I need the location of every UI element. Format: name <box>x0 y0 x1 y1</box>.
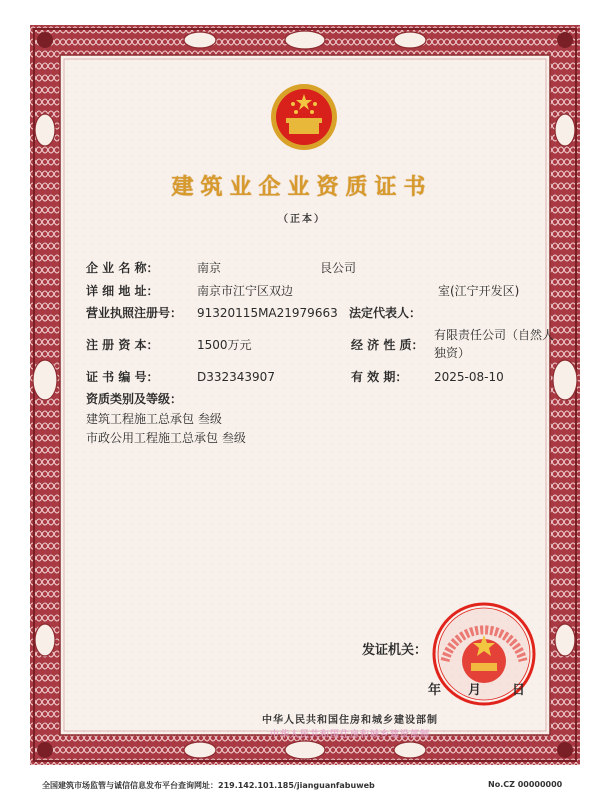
certificate-number-value: D332343907 <box>197 370 275 384</box>
national-emblem-icon <box>269 82 339 152</box>
issue-year-label: 年 <box>428 683 442 698</box>
economic-nature-value-line2: 独资） <box>434 346 471 360</box>
qualification-item: 市政公用工程施工总承包 叁级 <box>86 431 246 445</box>
issuer-name: 中华人民共和国住房和城乡建设部制 <box>262 715 438 726</box>
address-value-left: 南京市江宁区双边 <box>197 284 294 298</box>
certificate-number-label: 证 书 编 号： <box>86 370 159 384</box>
legal-representative-label: 法定代表人： <box>349 306 422 320</box>
valid-until-label: 有 效 期： <box>351 370 408 384</box>
economic-nature-label: 经 济 性 质： <box>351 338 424 352</box>
issue-day-label: 日 <box>512 683 526 698</box>
qualification-label: 资质类别及等级： <box>86 392 183 406</box>
qualification-item: 建筑工程施工总承包 叁级 <box>86 412 222 426</box>
registration-value: 91320115MA21979663 <box>197 306 338 320</box>
issuing-authority-label: 发证机关： <box>362 643 428 658</box>
valid-until-value: 2025-08-10 <box>434 370 504 384</box>
issue-month-label: 月 <box>468 683 482 698</box>
issuer-watermark: 中华人民共和国住房和城乡建设部制 <box>269 730 430 740</box>
footer-serial-number: No.CZ 00000000 <box>488 780 563 789</box>
capital-value: 1500万元 <box>197 338 252 352</box>
certificate-subtitle: （正本） <box>278 214 326 225</box>
certificate-title: 建筑业企业资质证书 <box>171 174 433 200</box>
company-label: 企 业 名 称： <box>86 261 159 275</box>
company-value-right: 艮公司 <box>320 261 357 275</box>
company-value-left: 南京 <box>197 261 222 275</box>
registration-label: 营业执照注册号： <box>86 306 183 320</box>
address-label: 详 细 地 址： <box>86 284 159 298</box>
address-value-right: 室(江宁开发区) <box>438 284 520 298</box>
capital-label: 注 册 资 本： <box>86 338 159 352</box>
footer-query-url: 全国建筑市场监管与诚信信息发布平台查询网址：219.142.101.185/jianguanfabuweb <box>42 781 375 790</box>
economic-nature-value-line1: 有限责任公司（自然人 <box>434 328 555 342</box>
